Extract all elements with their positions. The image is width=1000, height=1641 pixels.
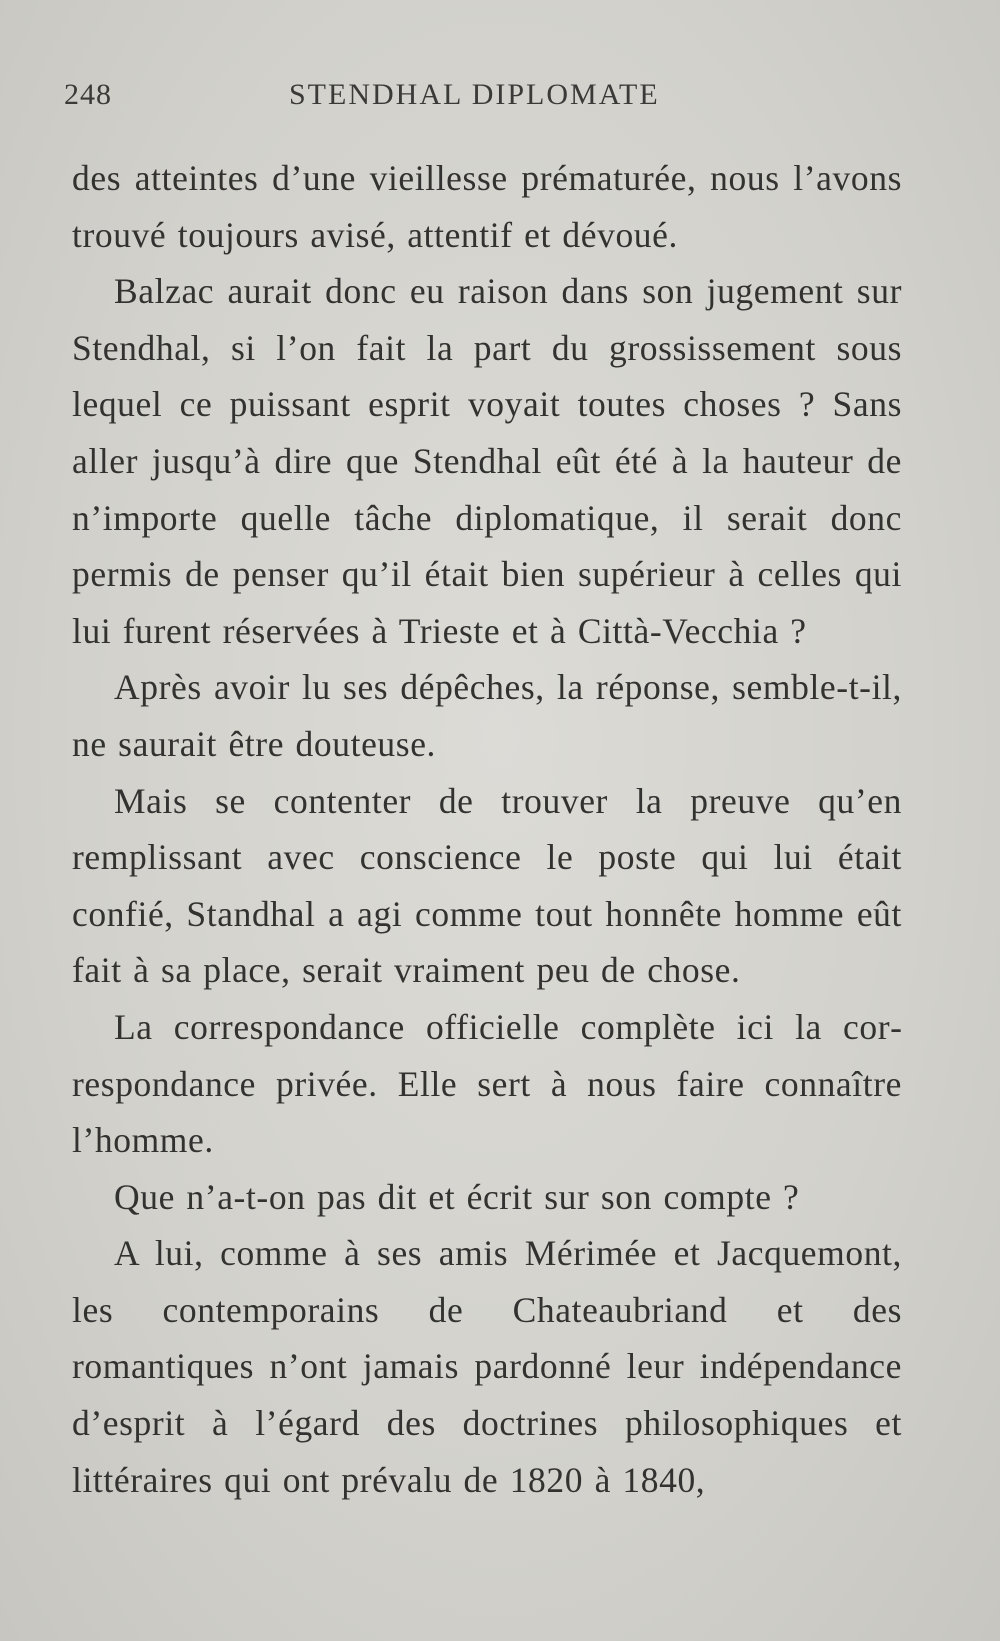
paragraph-preuve: Mais se contenter de trouver la preuve qu’en remplissant avec conscience le poste qui lui était confié, Standhal a agi comme tout honnête homme eût fait à sa place, serait vraiment peu de chose. xyxy=(72,780,902,991)
paragraph-question: Que n’a-t-on pas dit et écrit sur son compte ? xyxy=(114,1176,800,1217)
paragraph-correspondance: La correspondance officielle complète ici la correspondance privée. Elle sert à nous faire connaître l’homme. xyxy=(72,1006,902,1161)
running-title: STENDHAL DIPLOMATE xyxy=(289,78,660,111)
paragraph-continued: des atteintes d’une vieillesse prématurée, nous l’avons trouvé toujours avisé, attentif et dévoué. xyxy=(72,158,902,255)
paragraph-depeches: Après avoir lu ses dépêches, la réponse, semble-t-il, ne saurait être douteuse. xyxy=(72,667,902,764)
paragraph-balzac-judgement: Balzac aurait donc eu raison dans son jugement sur Stendhal, si l’on fait la part du grossissement sous lequel ce puissant esprit voyait toutes choses ? Sans aller jusqu’à dire que Stendhal eût été à la hauteur de n’importe quelle tâche diplomatique, il serait donc permis de penser qu’il était bien supérieur à celles qui lui furent réservées à Trieste et à Città-Vecchia ? xyxy=(72,271,902,651)
page-number: 248 xyxy=(64,78,112,111)
paragraph-contemporains: A lui, comme à ses amis Mérimée et Jacquemont, les contemporains de Chateaubriand et des romantiques n’ont jamais pardonné leur indépendance d’esprit à l’égard des doctrines philosophiques et littéraires qui ont prévalu de 1820 à 1840, xyxy=(72,1233,902,1500)
body-text xyxy=(72,150,902,1508)
running-head xyxy=(64,78,904,118)
